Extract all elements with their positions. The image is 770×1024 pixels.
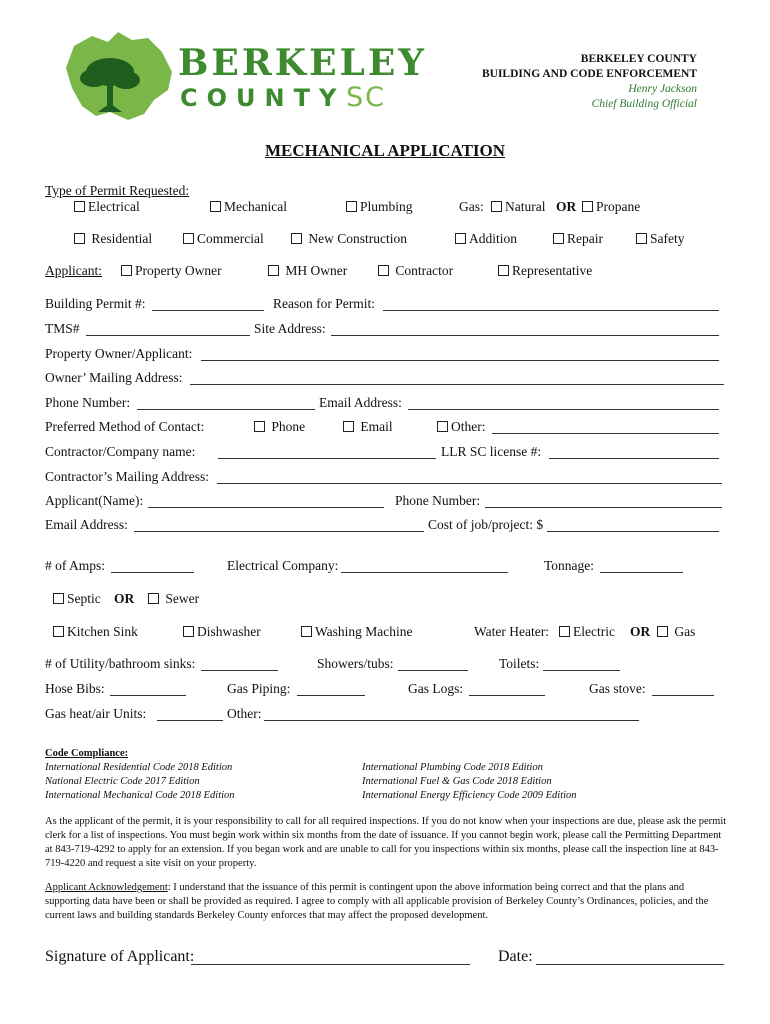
natural-label: Natural	[505, 199, 546, 214]
email-label: Email Address:	[319, 395, 402, 410]
addition-label: Addition	[469, 231, 518, 246]
checkbox-propane[interactable]	[582, 199, 640, 215]
gas-piping-label: Gas Piping:	[227, 681, 291, 696]
representative-label: Representative	[512, 263, 593, 278]
checkbox-dishwasher[interactable]	[183, 624, 261, 640]
checkbox-safety[interactable]	[636, 231, 685, 247]
permit-type-label: Type of Permit Requested:	[45, 183, 190, 198]
gas-stove-label: Gas stove:	[589, 681, 646, 696]
dept-name: BUILDING AND CODE ENFORCEMENT	[481, 68, 697, 80]
utility-sinks-field[interactable]	[201, 658, 278, 671]
code-item: International Mechanical Code 2018 Edition	[45, 790, 235, 801]
sewer-label: Sewer	[165, 591, 200, 606]
owner-mailing-field[interactable]	[190, 372, 724, 385]
code-item: International Fuel & Gas Code 2018 Edition	[362, 776, 552, 787]
tms-field[interactable]	[86, 323, 250, 336]
checkbox-plumbing[interactable]	[346, 199, 413, 215]
new-construction-label: New Construction	[308, 231, 407, 246]
checkbox-septic[interactable]	[53, 591, 101, 607]
logo-county-text: COUNTY	[180, 84, 346, 112]
phone-field[interactable]	[137, 397, 315, 410]
contractor-mailing-label: Contractor’s Mailing Address:	[45, 469, 209, 484]
mh-owner-label: MH Owner	[285, 263, 348, 278]
safety-label: Safety	[650, 231, 685, 246]
reason-label: Reason for Permit:	[273, 296, 375, 311]
inspection-notice: As the applicant of the permit, it is your responsibility to call for all required inspections. If you do not know when your inspections are due, please ask the permit clerk for a list of inspections. You must begin work within six months from the date of issuance. If you cannot begin work, please call the Permitting Department at 843-719-4292 to apply for an extension. If you began work and are unable to call for you inspections within six months, please call the inspection line at 843-719-4220 and request a site visit on your property.	[45, 816, 727, 869]
official-name: Henry Jackson	[628, 83, 697, 95]
checkbox-residential[interactable]	[74, 231, 152, 247]
showers-label: Showers/tubs:	[317, 656, 394, 671]
code-compliance-heading: Code Compliance:	[45, 748, 129, 759]
checkbox-mh-owner[interactable]	[268, 263, 347, 279]
contractor-mailing-field[interactable]	[217, 471, 722, 484]
checkbox-electrical[interactable]	[74, 199, 140, 215]
checkbox-contact-phone[interactable]	[254, 419, 305, 435]
phone2-field[interactable]	[485, 495, 722, 508]
showers-field[interactable]	[398, 658, 468, 671]
county-logo	[58, 28, 427, 128]
gas-heat-field[interactable]	[157, 708, 223, 721]
applicant-name-field[interactable]	[148, 495, 384, 508]
site-address-label: Site Address:	[254, 321, 326, 336]
gas-heat-label: Gas heat/air Units:	[45, 706, 147, 721]
checkbox-contractor[interactable]	[378, 263, 453, 279]
email-field[interactable]	[408, 397, 719, 410]
signature-label: Signature of Applicant:	[45, 948, 195, 965]
gas-logs-label: Gas Logs:	[408, 681, 464, 696]
water-heater-or: OR	[630, 624, 651, 639]
email2-field[interactable]	[134, 519, 424, 532]
property-owner-field[interactable]	[201, 348, 719, 361]
llr-field[interactable]	[549, 446, 719, 459]
signature-field[interactable]	[191, 950, 470, 965]
checkbox-repair[interactable]	[553, 231, 603, 247]
gas-label: Gas:	[459, 199, 484, 214]
repair-label: Repair	[567, 231, 603, 246]
septic-label: Septic	[67, 591, 101, 606]
gas-piping-field[interactable]	[297, 683, 365, 696]
official-title: Chief Building Official	[591, 98, 697, 110]
gas-or: OR	[556, 199, 577, 214]
contact-other-label: Other:	[451, 419, 486, 434]
code-compliance-left	[45, 747, 235, 803]
dishwasher-label: Dishwasher	[197, 624, 261, 639]
building-permit-label: Building Permit #:	[45, 296, 146, 311]
hose-bibs-field[interactable]	[110, 683, 186, 696]
phone2-label: Phone Number:	[395, 493, 481, 508]
hose-bibs-label: Hose Bibs:	[45, 681, 105, 696]
kitchen-sink-label: Kitchen Sink	[67, 624, 138, 639]
electrical-label: Electrical	[88, 199, 140, 214]
page-title	[0, 141, 770, 161]
septic-or: OR	[114, 591, 135, 606]
mechanical-label: Mechanical	[224, 199, 287, 214]
code-item: International Residential Code 2018 Edition	[45, 762, 233, 773]
page-title-text: MECHANICAL APPLICATION	[264, 141, 506, 160]
checkbox-kitchen-sink[interactable]	[53, 624, 138, 640]
code-item: International Energy Efficiency Code 2009 Edition	[362, 790, 577, 801]
code-item: National Electric Code 2017 Edition	[45, 776, 200, 787]
checkbox-mechanical[interactable]	[210, 199, 287, 215]
amps-label: # of Amps:	[45, 558, 106, 573]
contact-phone-label: Phone	[271, 419, 306, 434]
cost-field[interactable]	[547, 519, 719, 532]
residential-label: Residential	[91, 231, 153, 246]
department-header	[482, 52, 697, 112]
gas-stove-field[interactable]	[652, 683, 714, 696]
cost-label: Cost of job/project: $	[428, 517, 544, 532]
preferred-contact-label: Preferred Method of Contact:	[45, 419, 205, 434]
tonnage-label: Tonnage:	[544, 558, 595, 573]
llr-label: LLR SC license #:	[441, 444, 542, 459]
checkbox-sewer[interactable]	[148, 591, 199, 607]
electrical-company-label: Electrical Company:	[227, 558, 339, 573]
checkbox-new-construction[interactable]	[291, 231, 407, 247]
logo-berkeley-text: BERKELEY	[178, 42, 427, 84]
applicant-name-label: Applicant(Name):	[45, 493, 144, 508]
property-owner-label: Property Owner	[135, 263, 222, 278]
checkbox-electric[interactable]	[559, 624, 615, 640]
phone-label: Phone Number:	[45, 395, 131, 410]
amps-field[interactable]	[111, 560, 194, 573]
contact-email-label: Email	[360, 419, 393, 434]
code-item: International Plumbing Code 2018 Edition	[362, 762, 543, 773]
reason-field[interactable]	[383, 298, 719, 311]
tms-label: TMS#	[45, 321, 80, 336]
checkbox-gas[interactable]	[657, 624, 695, 640]
checkbox-representative[interactable]	[498, 263, 592, 279]
gas-logs-field[interactable]	[469, 683, 545, 696]
checkbox-contact-email[interactable]	[343, 419, 393, 435]
owner-mailing-label: Owner’ Mailing Address:	[45, 370, 183, 385]
checkbox-natural[interactable]	[491, 199, 545, 215]
electric-label: Electric	[573, 624, 615, 639]
checkbox-washing-machine[interactable]	[301, 624, 413, 640]
date-label: Date:	[498, 948, 533, 965]
applicant-acknowledgement	[45, 881, 727, 923]
tonnage-field[interactable]	[600, 560, 683, 573]
toilets-field[interactable]	[543, 658, 620, 671]
acknowledgement-label: Applicant Acknowledgement	[45, 882, 168, 893]
other-field[interactable]	[264, 708, 639, 721]
utility-sinks-label: # of Utility/bathroom sinks:	[45, 656, 196, 671]
toilets-label: Toilets:	[499, 656, 540, 671]
date-field[interactable]	[536, 950, 724, 965]
checkbox-contact-other[interactable]	[437, 419, 486, 435]
plumbing-label: Plumbing	[360, 199, 413, 214]
electrical-company-field[interactable]	[341, 560, 508, 573]
other-label: Other:	[227, 706, 262, 721]
water-heater-label: Water Heater:	[474, 624, 549, 639]
code-compliance-right	[362, 761, 577, 803]
site-address-field[interactable]	[331, 323, 719, 336]
email2-label: Email Address:	[45, 517, 128, 532]
checkbox-commercial[interactable]	[183, 231, 264, 247]
contractor-label: Contractor	[395, 263, 454, 278]
gas-label-wh: Gas	[674, 624, 696, 639]
checkbox-addition[interactable]	[455, 231, 517, 247]
applicant-type-label: Applicant:	[45, 263, 102, 278]
acknowledgement-text: : I understand that the issuance of this permit is contingent upon the above information being correct and that the plans and supporting data have been or shall be provided as required. I agree to comply with all applicable provision of Berkeley County’s Ordinances, policies, and the current laws and building standards Berkeley County enforces that may affect the proposed development.	[45, 882, 709, 921]
commercial-label: Commercial	[197, 231, 264, 246]
property-owner-applicant-label: Property Owner/Applicant:	[45, 346, 193, 361]
contact-other-field[interactable]	[492, 421, 719, 434]
contractor-name-label: Contractor/Company name:	[45, 444, 196, 459]
building-permit-field[interactable]	[152, 298, 264, 311]
contractor-name-field[interactable]	[218, 446, 436, 459]
checkbox-property-owner[interactable]	[121, 263, 222, 279]
dept-county: BERKELEY COUNTY	[580, 53, 697, 65]
county-map-tree-icon	[58, 28, 178, 126]
washing-machine-label: Washing Machine	[315, 624, 413, 639]
propane-label: Propane	[596, 199, 641, 214]
logo-sc-text: SC	[346, 82, 386, 113]
